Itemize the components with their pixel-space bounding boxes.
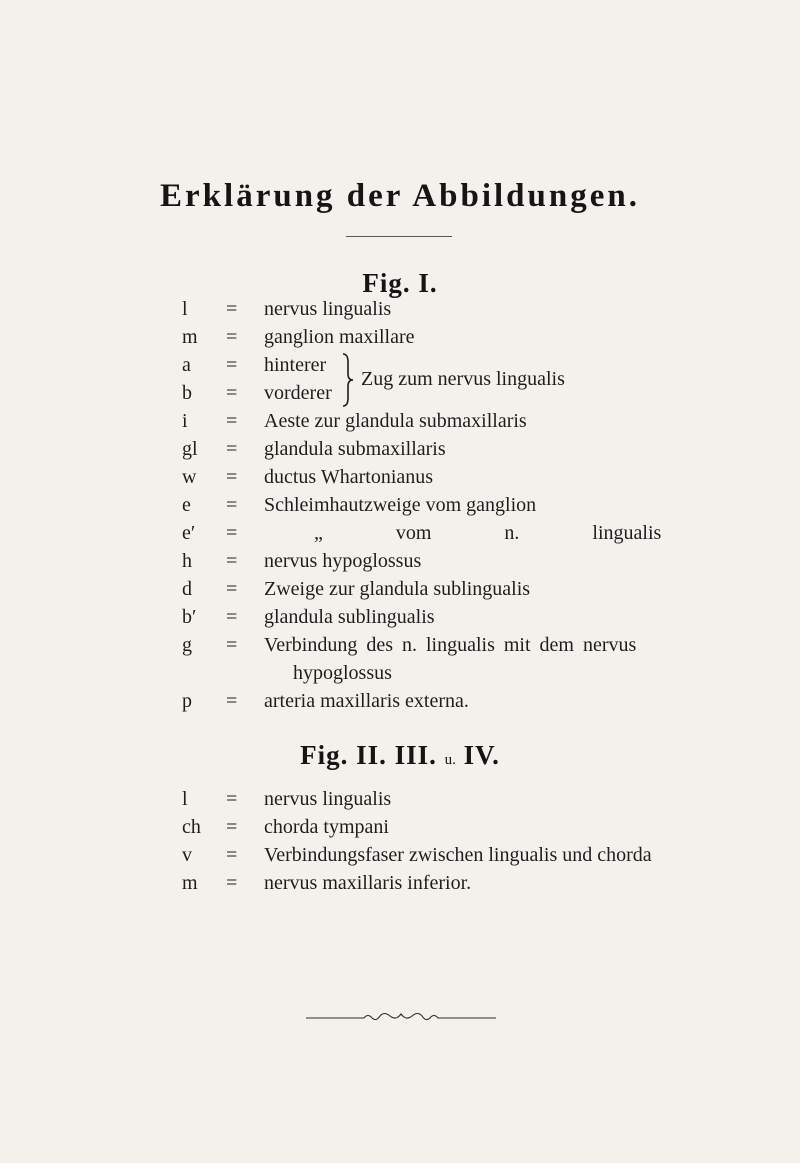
legend-key: e: [182, 494, 191, 516]
fig2-heading-main: Fig. II. III.: [300, 740, 437, 770]
legend-desc: Schleimhautzweige vom ganglion: [264, 494, 537, 516]
legend-desc: glandula sublingualis: [264, 606, 435, 628]
legend-row: [0, 602, 800, 632]
legend-row: [0, 434, 800, 464]
fig2-heading: [0, 740, 800, 771]
legend-desc: glandula submaxillaris: [264, 438, 446, 460]
legend-eq: =: [226, 550, 238, 572]
legend-desc: ganglion maxillare: [264, 326, 415, 348]
fig2-heading-u: u.: [444, 752, 456, 768]
legend-eq: =: [226, 816, 238, 838]
legend-desc: „ vom n. lingualis: [314, 522, 662, 544]
legend-key: l: [182, 298, 188, 320]
legend-eq: =: [226, 522, 238, 544]
legend-key: d: [182, 578, 192, 600]
legend-desc: arteria maxillaris externa.: [264, 690, 469, 712]
legend-row: [0, 686, 800, 716]
legend-row: [0, 840, 800, 870]
legend-eq: =: [226, 354, 238, 376]
legend-eq: =: [226, 410, 238, 432]
legend-eq: =: [226, 382, 238, 404]
legend-row: [0, 784, 800, 814]
legend-desc: Verbindungsfaser zwischen lingualis und chorda: [264, 844, 652, 866]
legend-desc: Zweige zur glandula sublingualis: [264, 578, 531, 600]
legend-eq: =: [226, 438, 238, 460]
legend-eq: =: [226, 466, 238, 488]
legend-eq: =: [226, 298, 238, 320]
legend-desc: Verbindung des n. lingualis mit dem nervus: [264, 634, 637, 656]
legend-key: l: [182, 788, 188, 810]
legend-key: ch: [182, 816, 201, 838]
legend-desc: chorda tympani: [264, 816, 389, 838]
legend-eq: =: [226, 634, 238, 656]
legend-eq: =: [226, 326, 238, 348]
legend-eq: =: [226, 788, 238, 810]
legend-key: b: [182, 382, 192, 404]
legend-key: p: [182, 690, 192, 712]
legend-desc: nervus maxillaris inferior.: [264, 872, 472, 894]
legend-row: [0, 406, 800, 436]
legend-key: e′: [182, 522, 196, 544]
legend-row: [0, 868, 800, 898]
legend-desc: hinterer: [264, 354, 327, 376]
legend-eq: =: [226, 578, 238, 600]
legend-desc: vorderer: [264, 382, 332, 404]
brace-annotation: Zug zum nervus lingualis: [361, 368, 565, 390]
legend-key: h: [182, 550, 192, 572]
legend-eq: =: [226, 872, 238, 894]
legend-row: [0, 812, 800, 842]
legend-eq: =: [226, 606, 238, 628]
legend-row: [0, 322, 800, 352]
legend-key: gl: [182, 438, 198, 460]
legend-desc: nervus hypoglossus: [264, 550, 422, 572]
legend-desc: ductus Whartonianus: [264, 466, 434, 488]
legend-eq: =: [226, 494, 238, 516]
legend-key: v: [182, 844, 192, 866]
legend-key: g: [182, 634, 192, 656]
legend-key: b′: [182, 606, 197, 628]
legend-row: [0, 294, 800, 324]
legend-row: [0, 630, 800, 660]
legend-row: [0, 546, 800, 576]
legend-desc: nervus lingualis: [264, 788, 392, 810]
legend-eq: =: [226, 844, 238, 866]
legend-key: a: [182, 354, 191, 376]
legend-eq: =: [226, 690, 238, 712]
legend-desc: hypoglossus: [293, 662, 392, 684]
legend-row: [0, 462, 800, 492]
legend-key: w: [182, 466, 197, 488]
legend-row: [0, 658, 800, 688]
legend-row: [0, 574, 800, 604]
page-title: Erklärung der Abbildungen.: [160, 178, 640, 214]
legend-key: m: [182, 872, 198, 894]
brace-icon: [340, 352, 356, 408]
legend-row: [0, 518, 800, 548]
legend-row: [0, 490, 800, 520]
fig1-heading: Fig. I.: [362, 268, 438, 298]
ornament-divider-icon: [306, 1010, 496, 1022]
title-rule: [346, 236, 452, 237]
legend-key: m: [182, 326, 198, 348]
fig2-heading-end: IV.: [463, 740, 500, 770]
legend-desc: nervus lingualis: [264, 298, 392, 320]
legend-key: i: [182, 410, 188, 432]
legend-desc: Aeste zur glandula submaxillaris: [264, 410, 527, 432]
